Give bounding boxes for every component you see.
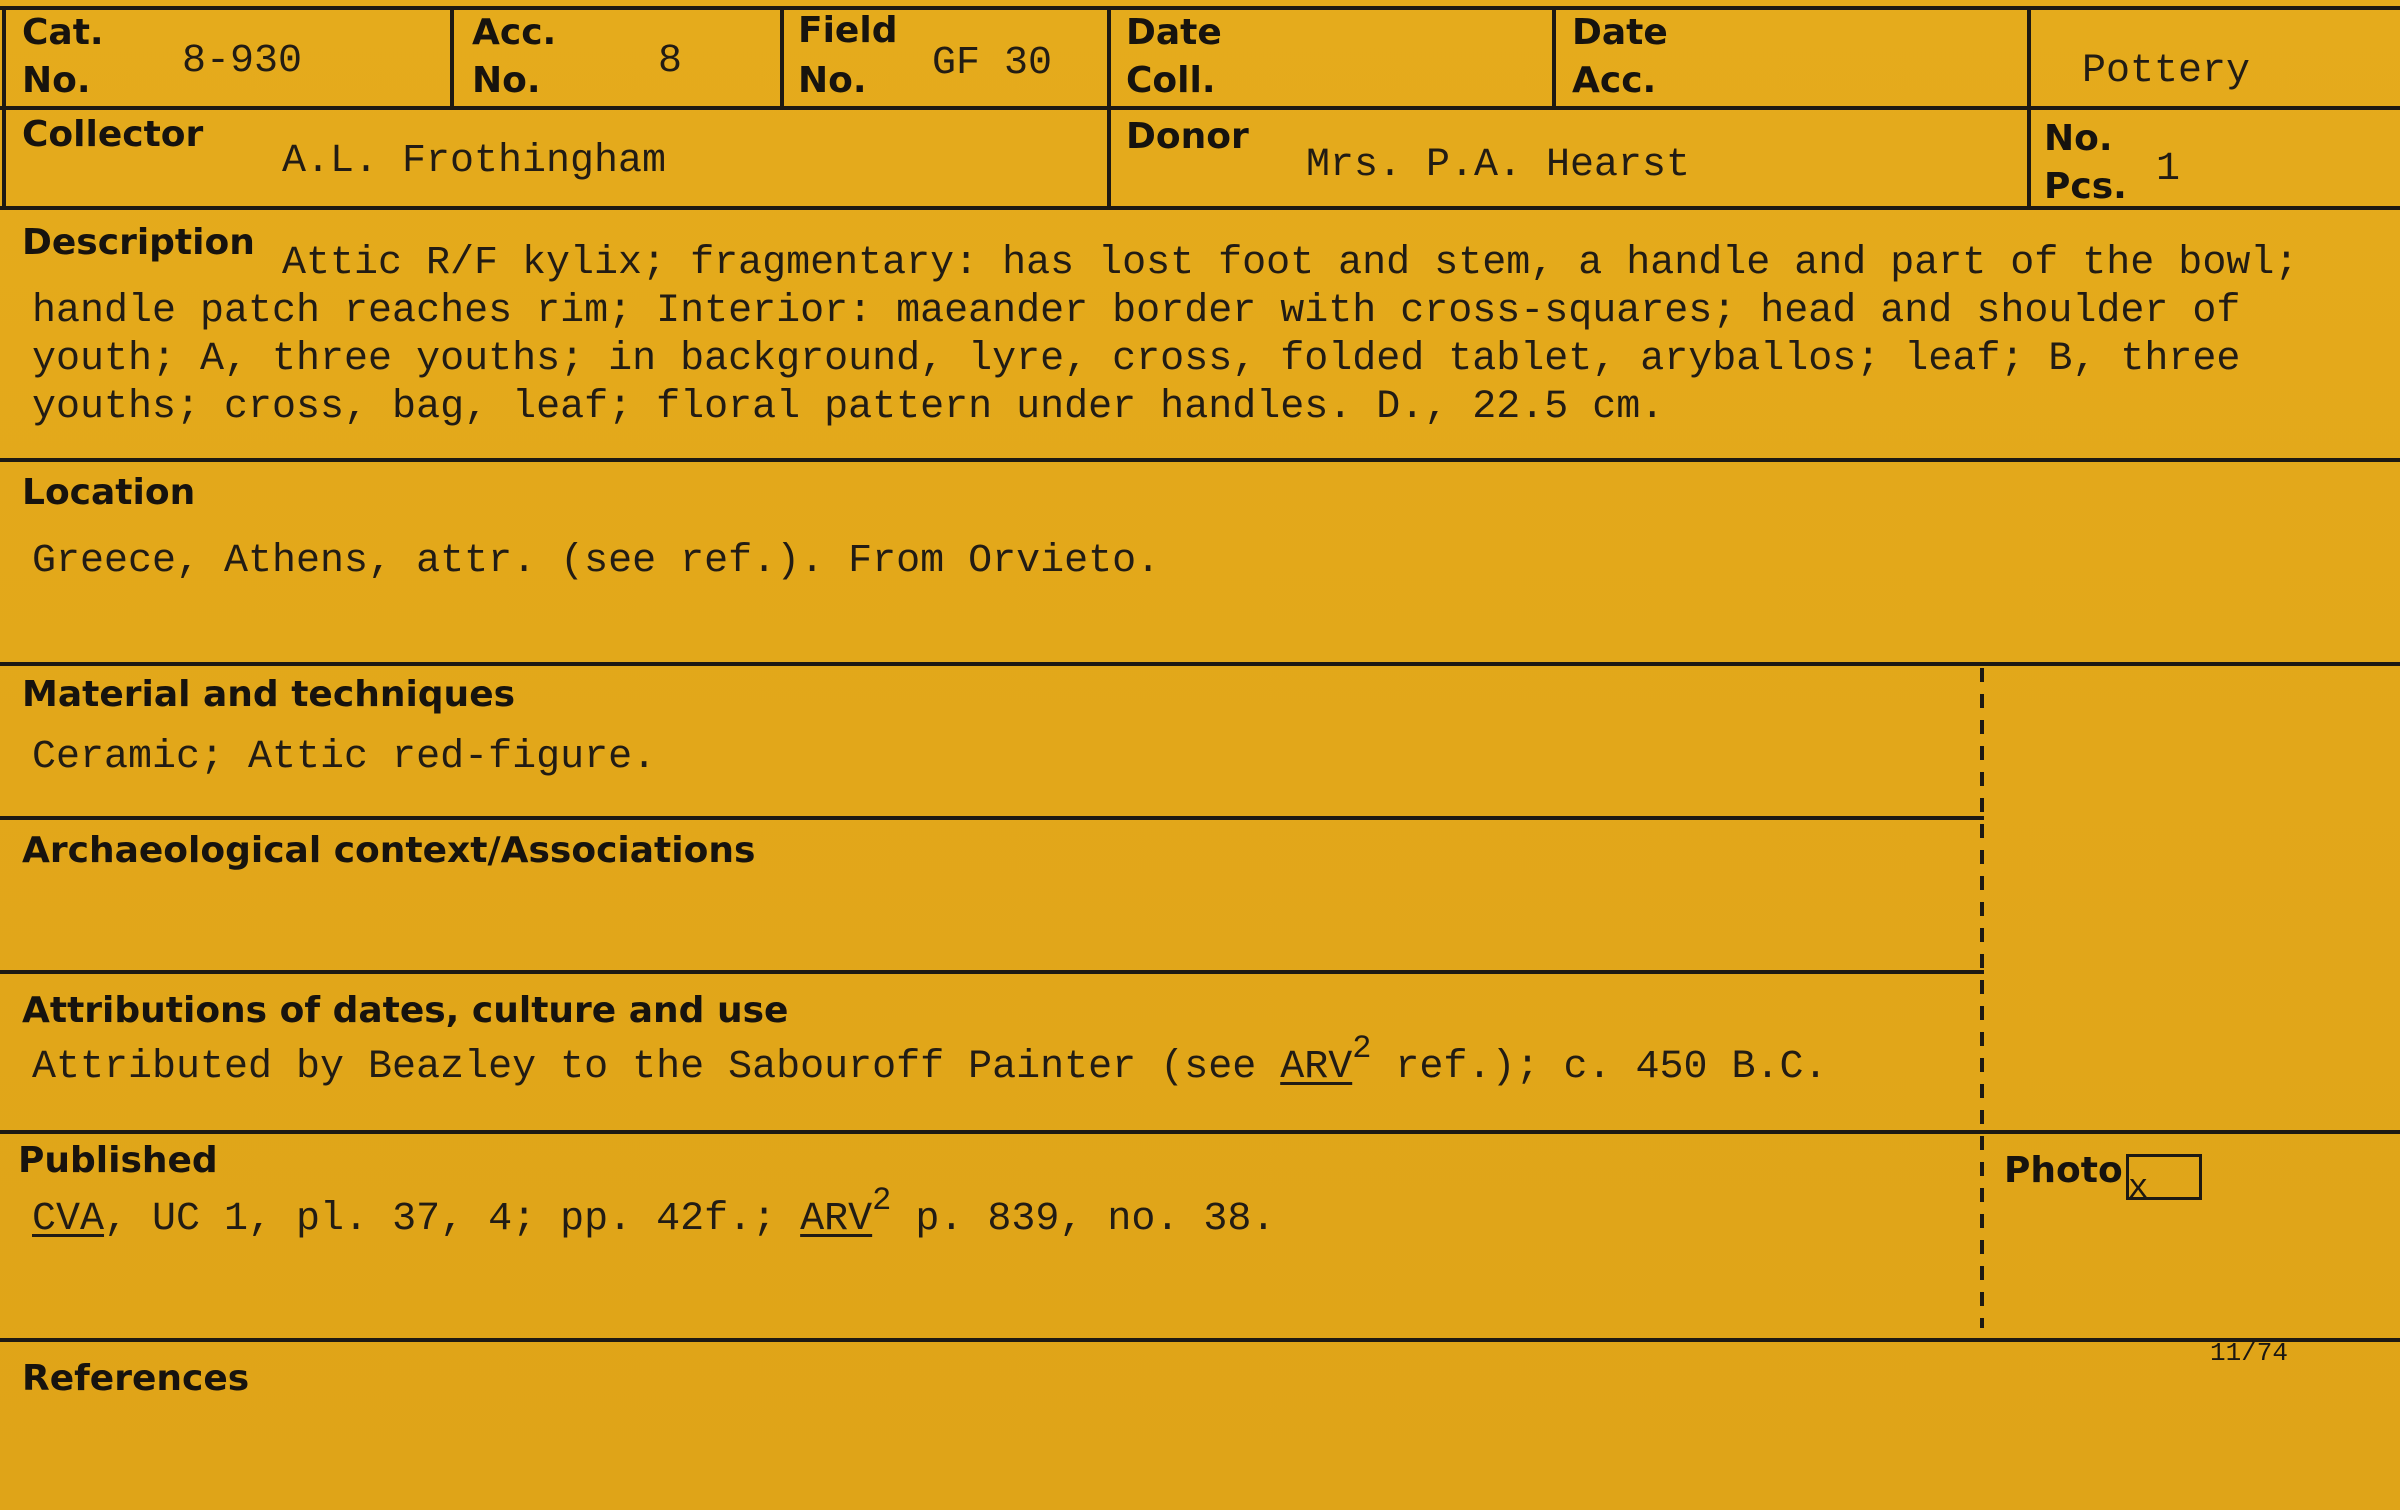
attributions-label: Attributions of dates, culture and use — [22, 990, 789, 1031]
attributions-text — [32, 1029, 1828, 1092]
description-label: Description — [22, 222, 255, 263]
arv-sup-1: 2 — [1352, 1029, 1372, 1067]
acc-label-2: No. — [472, 60, 541, 101]
donor-value: Mrs. P.A. Hearst — [1306, 143, 1691, 188]
attributions-pre: Attributed by Beazley to the Sabouroff Painter (see — [32, 1045, 1281, 1090]
field-label-2: No. — [798, 60, 867, 101]
acc-label-1: Acc. — [472, 12, 557, 53]
rule-v-datecoll — [1552, 6, 1556, 110]
published-post: p. 839, no. 38. — [891, 1197, 1276, 1242]
rule-header — [0, 106, 2400, 110]
rule-published — [0, 1338, 2400, 1342]
rule-description — [0, 458, 2400, 462]
date-acc-label-2: Acc. — [1572, 60, 1657, 101]
collector-label: Collector — [22, 114, 204, 155]
date-coll-label-2: Coll. — [1126, 60, 1216, 101]
location-text: Greece, Athens, attr. (see ref.). From Orvieto. — [32, 539, 1161, 584]
donor-label: Donor — [1126, 116, 1249, 157]
rule-context — [0, 970, 1984, 974]
arv-ref-1: ARV — [1280, 1045, 1353, 1090]
cva-ref: CVA — [32, 1197, 105, 1242]
pieces-label-1: No. — [2044, 118, 2113, 159]
photo-label: Photo — [2004, 1150, 2123, 1191]
photo-mark: x — [2128, 1170, 2149, 1208]
date-coll-label-1: Date — [1126, 12, 1222, 53]
pieces-value: 1 — [2156, 147, 2181, 192]
date-acc-label-1: Date — [1572, 12, 1668, 53]
references-label: References — [22, 1358, 250, 1399]
attributions-post: ref.); c. 450 B.C. — [1371, 1045, 1828, 1090]
field-label-1: Field — [798, 10, 898, 51]
context-label: Archaeological context/Associations — [22, 830, 756, 871]
location-label: Location — [22, 472, 196, 513]
published-label: Published — [18, 1140, 218, 1181]
category-value: Pottery — [2082, 49, 2251, 94]
pieces-label-2: Pcs. — [2044, 166, 2127, 207]
acc-no-value: 8 — [658, 39, 683, 84]
collector-value: A.L. Frothingham — [282, 139, 667, 184]
rule-v-dateacc — [2027, 6, 2031, 210]
material-label: Material and techniques — [22, 674, 516, 715]
arv-sup-2: 2 — [872, 1181, 892, 1219]
arv-ref-2: ARV — [800, 1197, 873, 1242]
cat-no-value: 8-930 — [182, 39, 303, 84]
rule-v-field — [1107, 6, 1111, 210]
rule-v-left — [2, 6, 6, 210]
field-no-value: GF 30 — [932, 41, 1053, 86]
description-text — [32, 240, 2372, 432]
rule-v-acc — [780, 6, 784, 110]
rule-v-cat — [450, 6, 454, 110]
rule-collector — [0, 206, 2400, 210]
published-mid: , UC 1, pl. 37, 4; pp. 42f.; — [104, 1197, 801, 1242]
cat-label-2: No. — [22, 60, 91, 101]
rule-attributions — [0, 1130, 2400, 1134]
rule-location — [0, 662, 2400, 666]
description-body: Attic R/F kylix; fragmentary: has lost foot and stem, a handle and part of the bowl; handle patch reaches rim; Interior: maeander border with cross-squares; head and shoulder of youth; A, three youths; in background, lyre, cross, folded tablet, aryballos; leaf; B, three youths; cross, bag, leaf; floral pattern under handles. D., 22.5 cm. — [32, 241, 2299, 430]
rule-v-dashed — [1980, 668, 1984, 1328]
date-stamp: 11/74 — [2210, 1338, 2289, 1368]
rule-material — [0, 816, 1984, 820]
cat-label-1: Cat. — [22, 12, 104, 53]
published-text — [32, 1181, 1276, 1244]
material-text: Ceramic; Attic red-figure. — [32, 735, 657, 780]
